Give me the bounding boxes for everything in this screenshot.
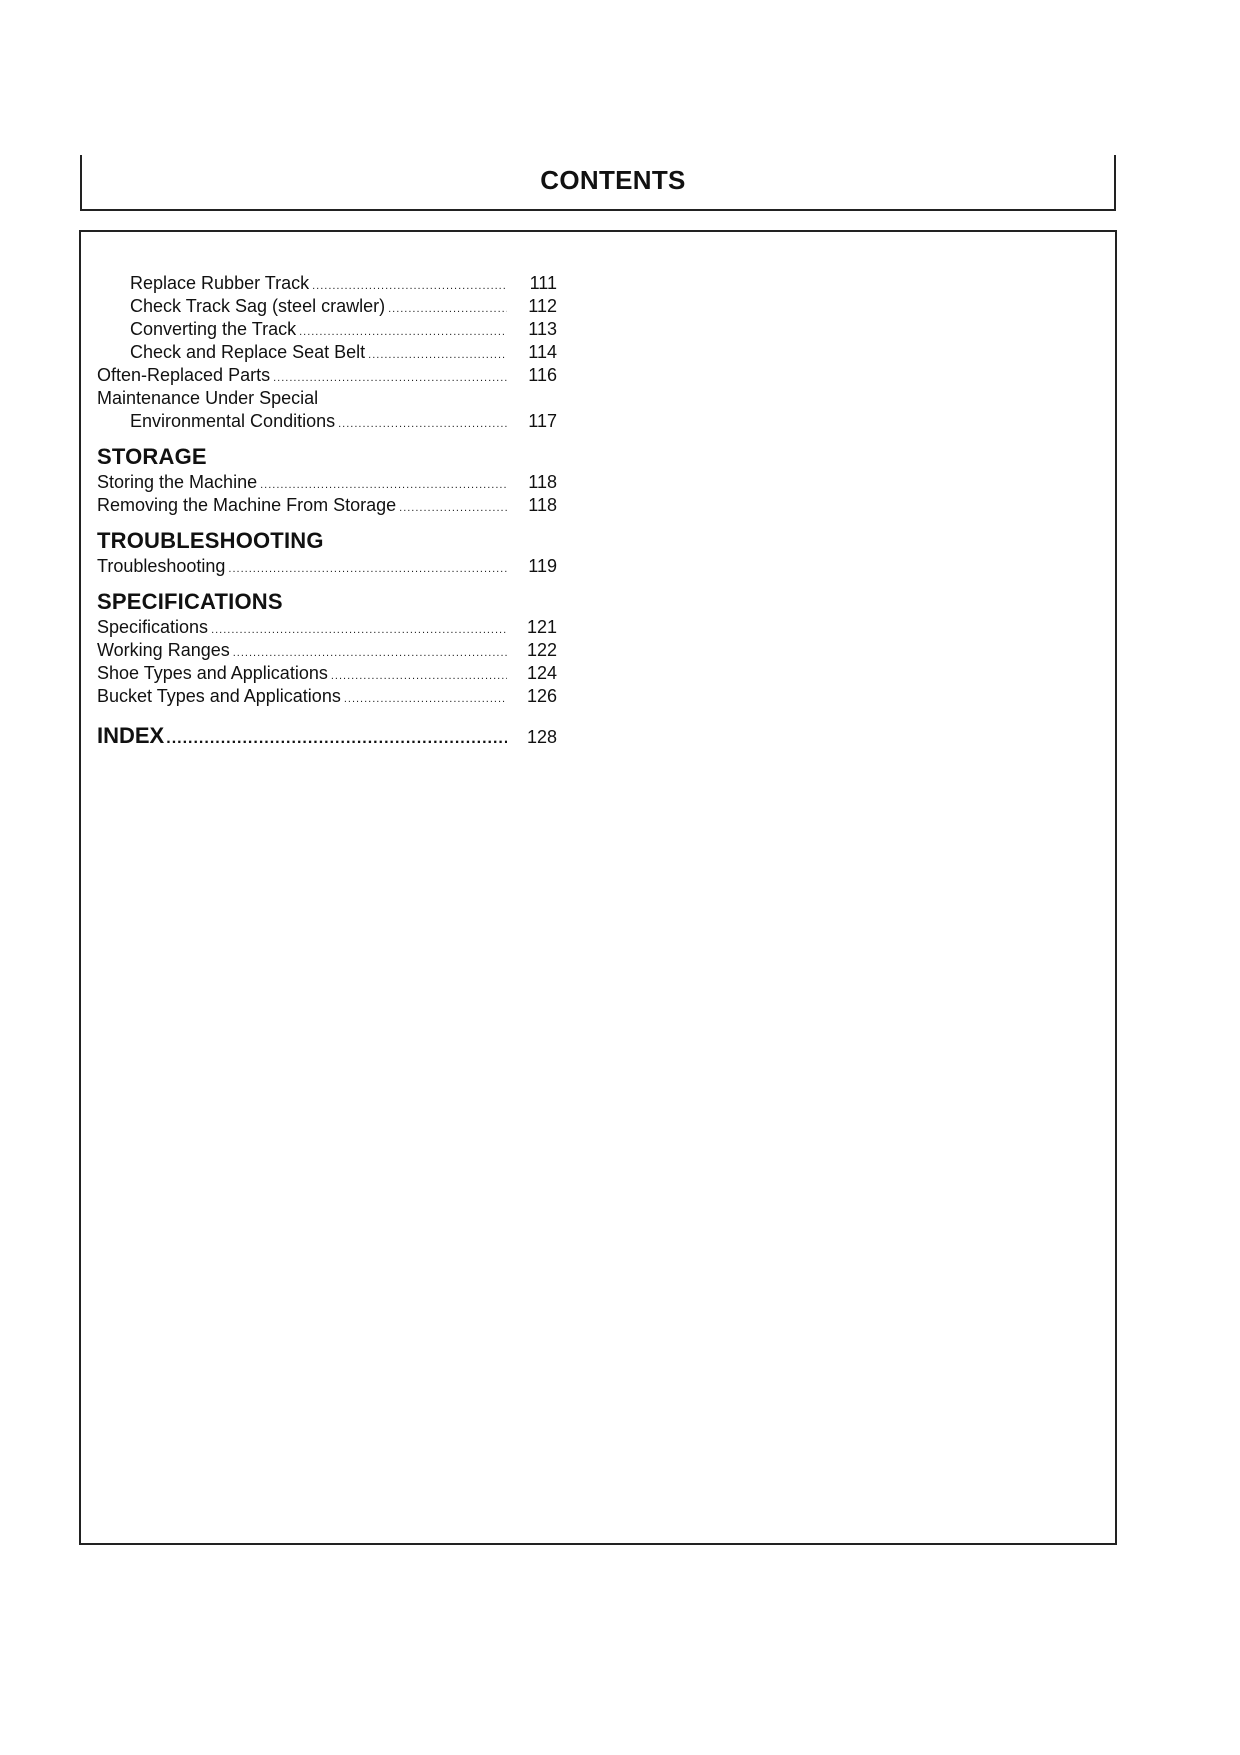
- toc-entry-label: Check Track Sag (steel crawler): [130, 296, 386, 316]
- toc-entry[interactable]: [97, 685, 557, 708]
- toc-index-entry[interactable]: [97, 722, 557, 750]
- section-heading: STORAGE: [97, 444, 207, 469]
- dot-leader: [331, 665, 507, 688]
- toc-section-storage: [97, 443, 557, 517]
- toc-entry[interactable]: [97, 616, 557, 639]
- dot-leader: [388, 298, 507, 321]
- toc-entry-label: Bucket Types and Applications: [97, 686, 341, 706]
- dot-leader: [399, 497, 507, 520]
- toc-entry-page: 126: [526, 686, 557, 706]
- toc-entry-label: Shoe Types and Applications: [97, 663, 328, 683]
- toc-entry[interactable]: [97, 662, 557, 685]
- toc-entry-page: 122: [526, 640, 557, 660]
- toc-entry-page: 118: [528, 495, 557, 515]
- dot-leader: [166, 725, 507, 753]
- toc-entry[interactable]: [97, 295, 557, 318]
- toc-entry-label: Working Ranges: [97, 640, 230, 660]
- toc-entry[interactable]: [97, 555, 557, 578]
- section-heading: SPECIFICATIONS: [97, 589, 283, 614]
- toc-entry-page: 121: [526, 617, 557, 637]
- dot-leader: [228, 558, 507, 581]
- toc-entry-label: Maintenance Under Special: [97, 388, 319, 408]
- toc-top-entries: [97, 272, 557, 433]
- toc-entry-label: Removing the Machine From Storage: [97, 495, 397, 515]
- index-label: INDEX: [97, 723, 165, 748]
- toc-entry-label: Troubleshooting: [97, 556, 226, 576]
- page-title: CONTENTS: [540, 165, 686, 195]
- toc-entry[interactable]: [97, 272, 557, 295]
- toc-entry-label: Storing the Machine: [97, 472, 258, 492]
- toc-entry[interactable]: [97, 494, 557, 517]
- toc-entry-page: 112: [528, 296, 557, 316]
- dot-leader: [344, 688, 507, 711]
- dot-leader: [211, 619, 507, 642]
- dot-leader: [368, 344, 507, 367]
- toc-section-specifications: [97, 588, 557, 708]
- toc-entry[interactable]: [97, 410, 557, 433]
- toc-entry[interactable]: [97, 639, 557, 662]
- toc-entry-continued[interactable]: [97, 387, 557, 410]
- toc-entry-page: 119: [528, 556, 557, 576]
- dot-leader: [338, 413, 507, 436]
- toc-entry-page: 118: [528, 472, 557, 492]
- toc-entry-page: 114: [528, 342, 557, 362]
- toc-entry-label: Environmental Conditions: [130, 411, 336, 431]
- toc-entry-label: Converting the Track: [130, 319, 297, 339]
- toc-entry[interactable]: [97, 318, 557, 341]
- index-page: 128: [526, 727, 557, 747]
- header-frame: [80, 155, 1116, 211]
- toc-entry-label: Specifications: [97, 617, 209, 637]
- toc-entry-page: 124: [526, 663, 557, 683]
- toc-entry-page: 113: [528, 319, 557, 339]
- content-frame: [79, 230, 1117, 1545]
- toc-entry[interactable]: [97, 471, 557, 494]
- toc-section-troubleshooting: [97, 527, 557, 578]
- toc-entry-label: Often-Replaced Parts: [97, 365, 271, 385]
- toc-entry-label: Check and Replace Seat Belt: [130, 342, 366, 362]
- toc-entry-page: 116: [528, 365, 557, 385]
- toc-entry[interactable]: [97, 364, 557, 387]
- table-of-contents: [97, 272, 557, 750]
- toc-entry-page: 117: [528, 411, 557, 431]
- toc-entry-page: 111: [529, 273, 557, 293]
- section-heading: TROUBLESHOOTING: [97, 528, 324, 553]
- toc-entry-label: Replace Rubber Track: [130, 273, 310, 293]
- toc-entry[interactable]: [97, 341, 557, 364]
